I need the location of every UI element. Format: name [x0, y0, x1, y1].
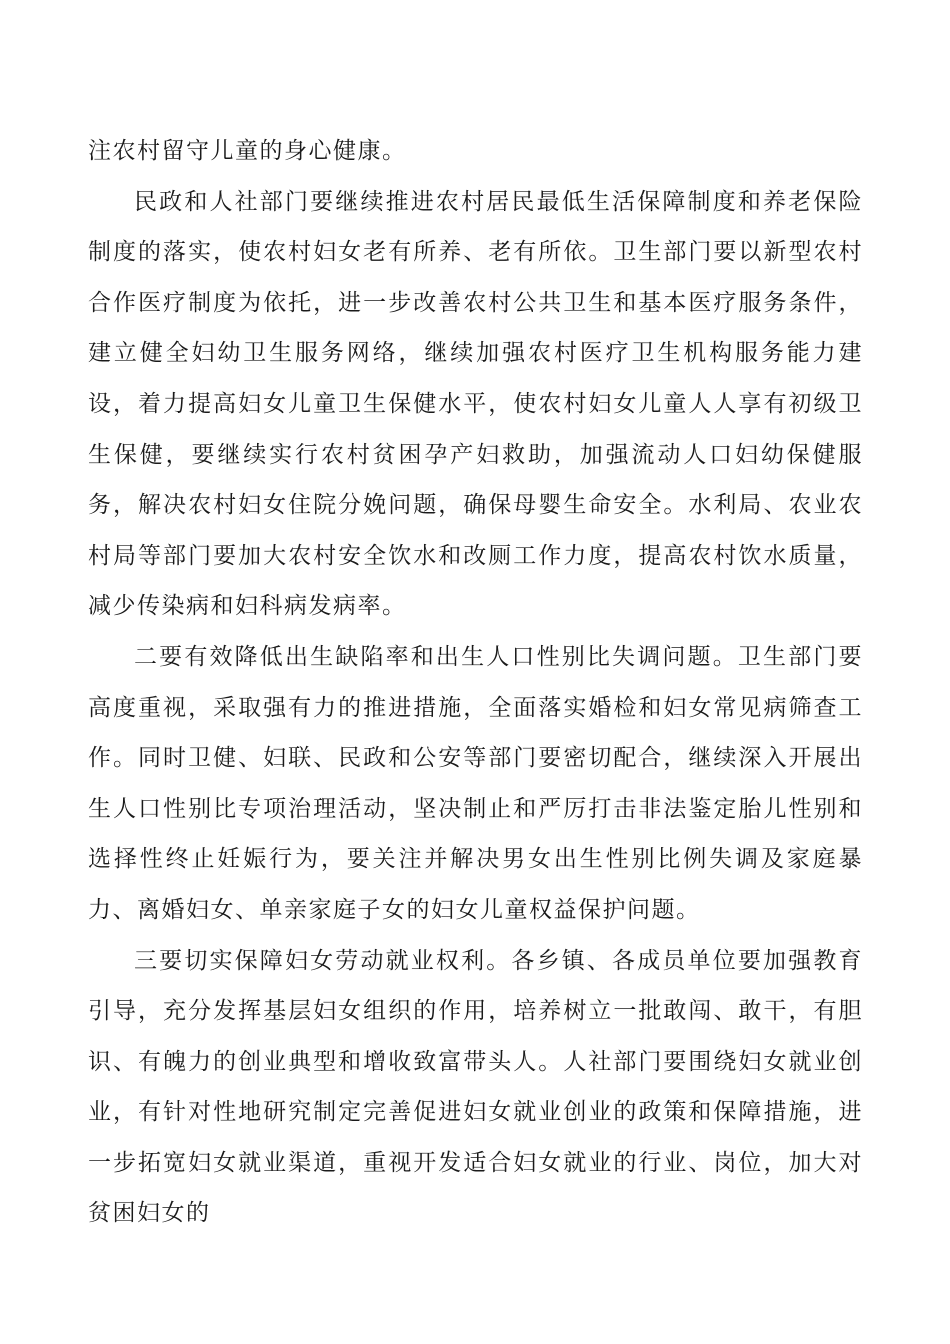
document-body	[88, 126, 863, 1239]
paragraph-continuation: 注农村留守儿童的身心健康。	[88, 138, 407, 164]
paragraph-birth-defects: 二要有效降低出生缺陷率和出生人口性别比失调问题。卫生部门要高度重视，采取强有力的推进措施，全面落实婚检和妇女常见病筛查工作。同时卫健、妇联、民政和公安等部门要密切配合，继续深入开展出生人口性别比专项治理活动，坚决制止和严厉打击非法鉴定胎儿性别和选择性终止妊娠行为，要关注并解决男女出生性别比例失调及家庭暴力、离婚妇女、单亲家庭子女的妇女儿童权益保护问题。	[88, 643, 863, 923]
paragraph-employment-rights: 三要切实保障妇女劳动就业权利。各乡镇、各成员单位要加强教育引导，充分发挥基层妇女组织的作用，培养树立一批敢闯、敢干，有胆识、有魄力的创业典型和增收致富带头人。人社部门要围绕妇女就业创业，有针对性地研究制定完善促进妇女就业创业的政策和保障措施，进一步拓宽妇女就业渠道，重视开发适合妇女就业的行业、岗位，加大对贫困妇女的	[88, 947, 863, 1227]
paragraph-civil-affairs-health: 民政和人社部门要继续推进农村居民最低生活保障制度和养老保险制度的落实，使农村妇女老有所养、老有所依。卫生部门要以新型农村合作医疗制度为依托，进一步改善农村公共卫生和基本医疗服务条件，建立健全妇幼卫生服务网络，继续加强农村医疗卫生机构服务能力建设，着力提高妇女儿童卫生保健水平，使农村妇女儿童人人享有初级卫生保健，要继续实行农村贫困孕产妇救助，加强流动人口妇幼保健服务，解决农村妇女住院分娩问题，确保母婴生命安全。水利局、农业农村局等部门要加大农村安全饮水和改厕工作力度，提高农村饮水质量，减少传染病和妇科病发病率。	[88, 188, 863, 620]
